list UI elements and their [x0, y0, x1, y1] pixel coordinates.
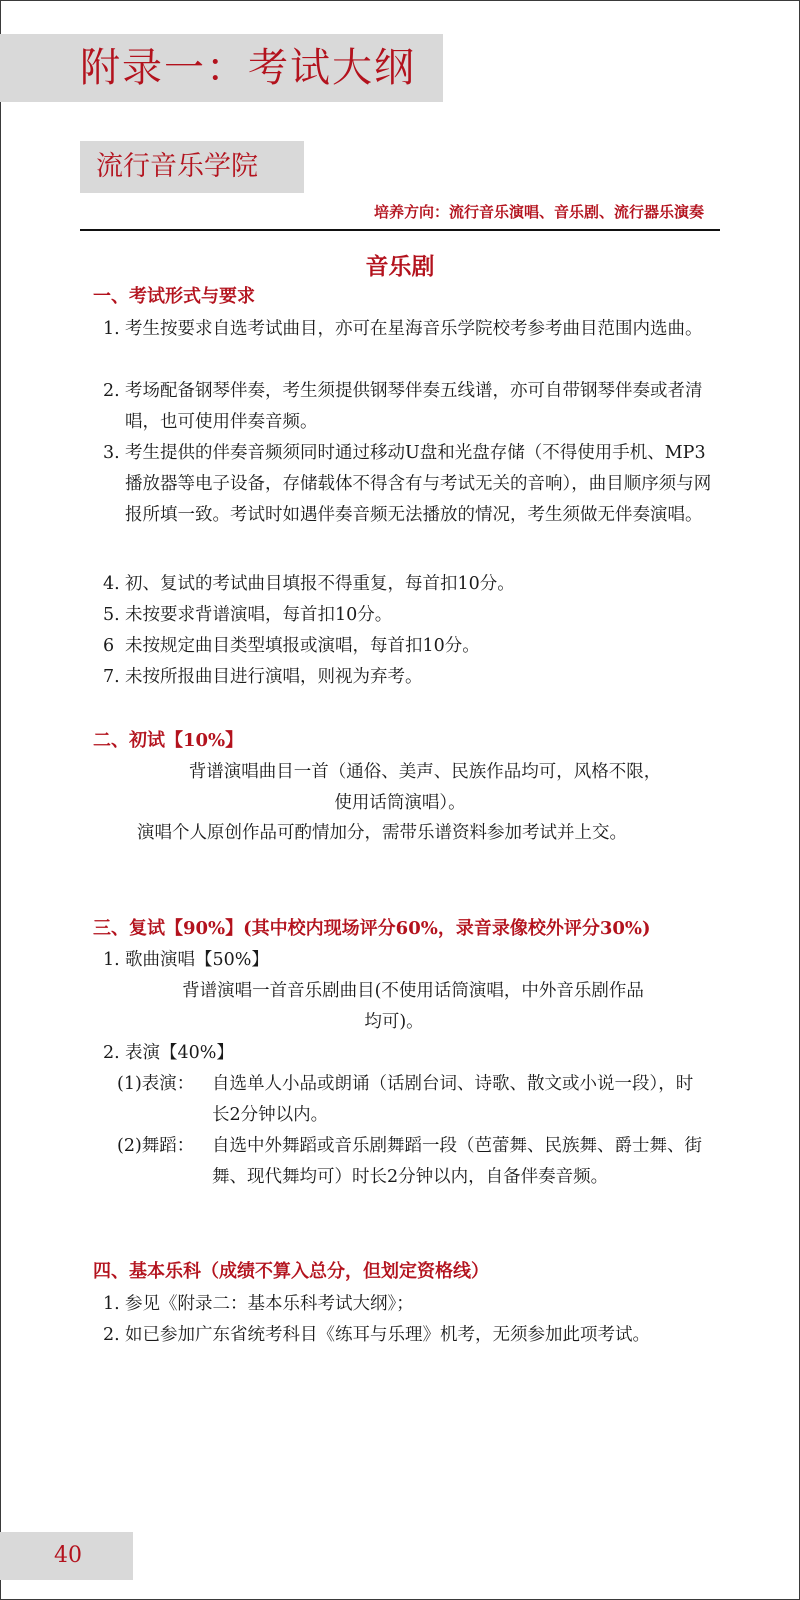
item-number: 3.	[103, 443, 120, 463]
list-item	[103, 945, 713, 976]
page-number: 40	[54, 1543, 82, 1568]
item-text: 未按要求背谱演唱，每首扣10分。	[125, 605, 393, 625]
item-text: 初、复试的考试曲目填报不得重复，每首扣10分。	[125, 574, 515, 594]
item-number: 2.	[103, 1325, 120, 1345]
college-title: 流行音乐学院	[96, 151, 258, 182]
part2-heading: 二、初试【10%】	[93, 730, 244, 751]
item-number: 1.	[103, 319, 120, 339]
sub-item-label: (1)表演：	[117, 1074, 195, 1094]
section-title: 音乐剧	[365, 253, 435, 280]
list-item	[103, 631, 713, 662]
item-number: 1.	[103, 950, 120, 970]
part1-heading: 一、考试形式与要求	[93, 286, 255, 307]
sub-item-dance	[117, 1131, 707, 1193]
item-text: 未按所报曲目进行演唱，则视为弃考。	[125, 667, 423, 687]
list-item	[103, 1320, 713, 1351]
part3-item1-line-1: 背谱演唱一首音乐剧曲目(不使用话筒演唱，中外音乐剧作品	[182, 981, 644, 1001]
item-number: 5.	[103, 605, 120, 625]
item-text: 歌曲演唱【50%】	[125, 950, 269, 970]
divider-rule	[80, 229, 720, 231]
item-text: 表演【40%】	[125, 1043, 234, 1063]
item-text: 考场配备钢琴伴奏，考生须提供钢琴伴奏五线谱，亦可自带钢琴伴奏或者清唱，也可使用伴奏音频。	[125, 381, 703, 432]
list-item	[103, 1289, 713, 1320]
item-text: 考生提供的伴奏音频须同时通过移动U盘和光盘存储（不得使用手机、MP3播放器等电子设备，存储载体不得含有与考试无关的音响），曲目顺序须与网报所填一致。考试时如遇伴奏音频无法播放的情况，考生须做无伴奏演唱。	[125, 443, 712, 525]
item-number: 6	[103, 636, 115, 656]
part4-heading: 四、基本乐科（成绩不算入总分，但划定资格线）	[93, 1261, 489, 1282]
list-item	[103, 569, 713, 600]
list-item	[103, 376, 713, 438]
sub-item-text: 自选中外舞蹈或音乐剧舞蹈一段（芭蕾舞、民族舞、爵士舞、街舞、现代舞均可）时长2分钟以内，自备伴奏音频。	[212, 1136, 702, 1187]
sub-item-acting	[117, 1069, 697, 1131]
item-text: 参见《附录二：基本乐科考试大纲》；	[125, 1294, 414, 1314]
part2-paragraph: 演唱个人原创作品可酌情加分，需带乐谱资料参加考试并上交。	[137, 823, 627, 843]
list-item	[103, 438, 713, 531]
item-number: 1.	[103, 1294, 120, 1314]
list-item	[103, 314, 713, 345]
item-text: 如已参加广东省统考科目《练耳与乐理》机考，无须参加此项考试。	[125, 1325, 650, 1345]
item-number: 4.	[103, 574, 120, 594]
list-item	[103, 1038, 713, 1069]
item-number: 7.	[103, 667, 120, 687]
list-item	[103, 600, 713, 631]
training-direction: 培养方向：流行音乐演唱、音乐剧、流行器乐演奏	[373, 203, 704, 221]
part3-heading: 三、复试【90%】(其中校内现场评分60%，录音录像校外评分30%)	[93, 918, 651, 939]
part2-line-1: 背谱演唱曲目一首（通俗、美声、民族作品均可，风格不限，	[188, 762, 662, 782]
part2-line-2: 使用话筒演唱）。	[334, 793, 466, 813]
item-text: 未按规定曲目类型填报或演唱，每首扣10分。	[125, 636, 480, 656]
sub-item-label: (2)舞蹈：	[117, 1136, 195, 1156]
item-text: 考生按要求自选考试曲目，亦可在星海音乐学院校考参考曲目范围内选曲。	[125, 319, 703, 339]
sub-item-text: 自选单人小品或朗诵（话剧台词、诗歌、散文或小说一段），时长2分钟以内。	[212, 1074, 694, 1125]
item-number: 2.	[103, 381, 120, 401]
item-number: 2.	[103, 1043, 120, 1063]
part3-item1-line-2: 均可)。	[364, 1012, 424, 1032]
appendix-title: 附录一：考试大纲	[80, 45, 416, 91]
list-item	[103, 662, 713, 693]
